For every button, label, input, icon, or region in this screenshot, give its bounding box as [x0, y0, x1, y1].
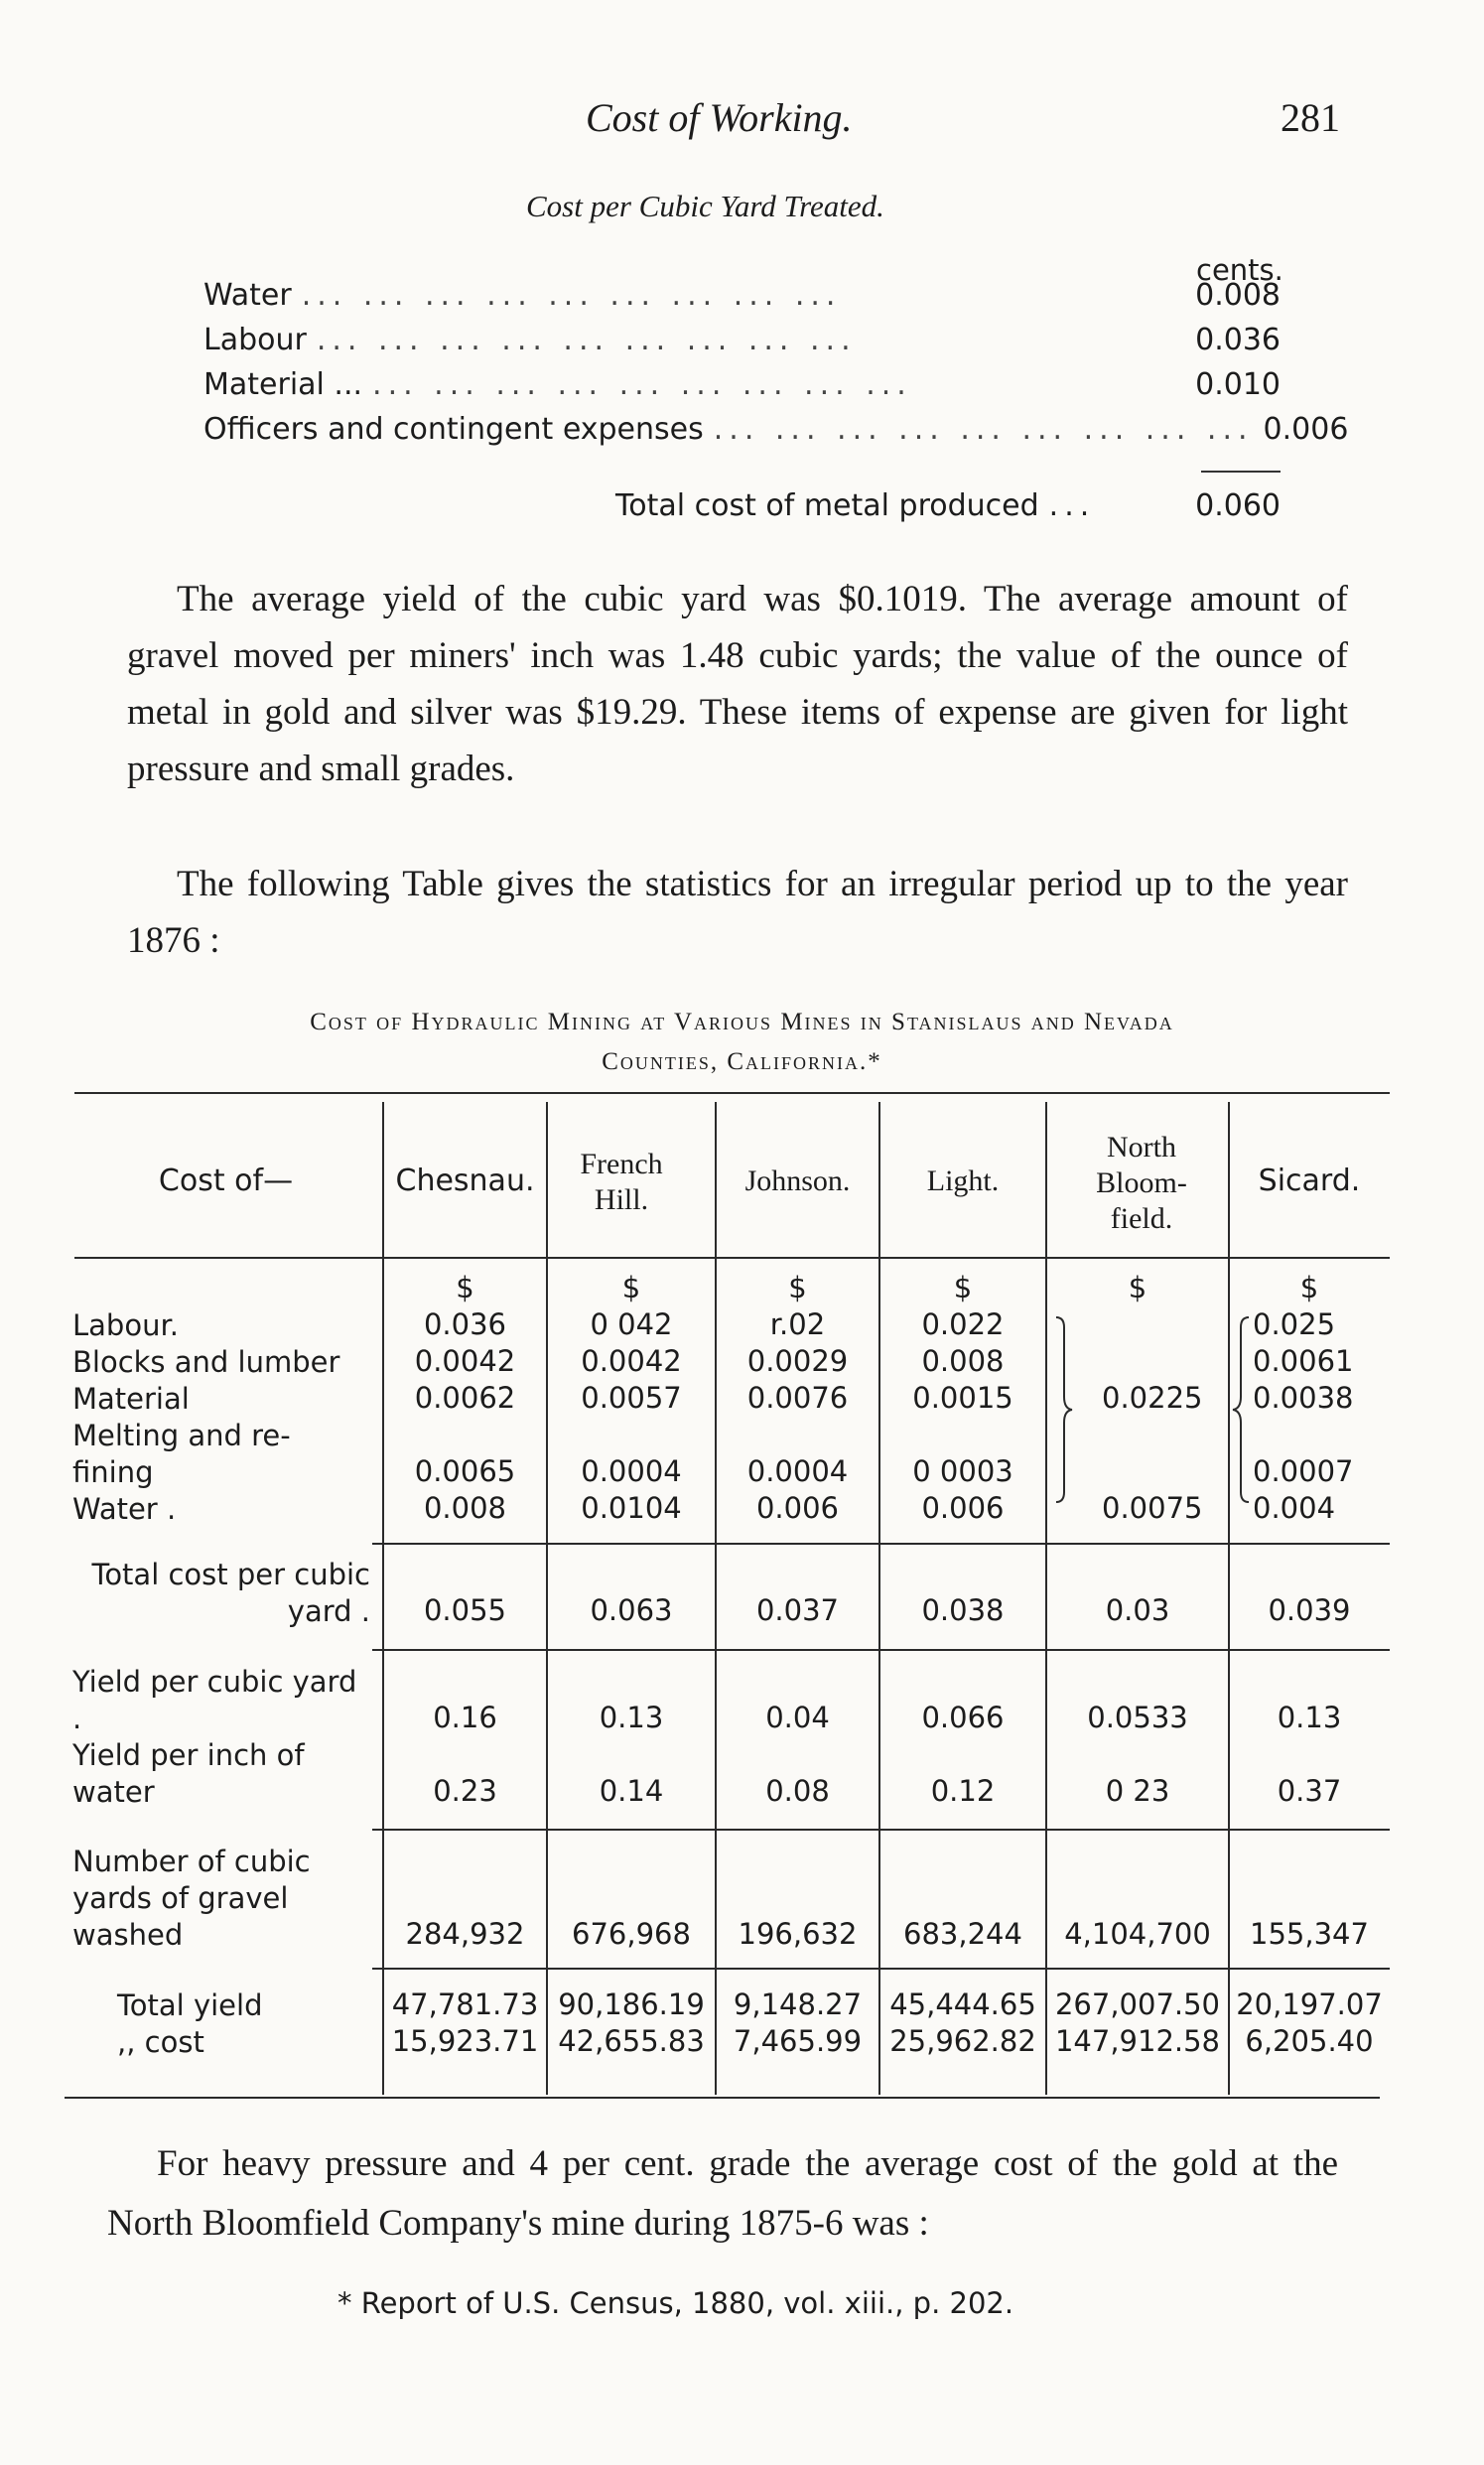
total-yield-cell: 45,444.65: [889, 1987, 1036, 2021]
cost-item-value: 0.036: [1195, 323, 1281, 357]
total-cost-cell: 0.038: [921, 1593, 1005, 1627]
cost-cell: 0.036: [423, 1307, 507, 1341]
row-label-yield-yard: Yield per cubic yard .: [72, 1665, 357, 1735]
footnote: * Report of U.S. Census, 1880, vol. xiii., p. 202.: [337, 2286, 1014, 2320]
cost-item-value: 0.006: [1263, 412, 1349, 447]
cost-cell: 0.022: [921, 1307, 1005, 1341]
currency-sign: $: [953, 1271, 973, 1304]
table-row-rule: [372, 1543, 1390, 1545]
cost-total-value: 0.060: [1195, 488, 1281, 523]
cost-cell: r.02: [769, 1307, 826, 1341]
total-cost-dollars-cell: 6,205.40: [1245, 2024, 1374, 2058]
row-label-total-yield: Total yield: [117, 1988, 263, 2022]
yards-cell: 155,347: [1250, 1917, 1369, 1951]
cents-unit-header: cents.: [1196, 253, 1283, 287]
total-cost-cell: 0.063: [590, 1593, 673, 1627]
row-label-melting: Melting and re-: [72, 1419, 291, 1452]
yield-yard-cell: 0.04: [765, 1701, 830, 1734]
header-north-bloomfield: North Bloom-field.: [1096, 1131, 1187, 1235]
leader-dots: ... ... ... ... ... ... ... ... ...: [713, 412, 1254, 447]
cost-item-label: Material ...: [203, 367, 363, 402]
running-title: Cost of Working.: [586, 95, 853, 140]
yield-yard-cell: 0.13: [599, 1701, 664, 1734]
yards-cell: 683,244: [903, 1917, 1022, 1951]
table-title-line: Counties, California.*: [602, 1048, 882, 1075]
header-cost-of: Cost of—: [158, 1164, 294, 1198]
total-yield-cell: 90,186.19: [558, 1987, 705, 2021]
cost-cell: 0.006: [755, 1491, 840, 1525]
total-yield-cell: 47,781.73: [391, 1987, 539, 2021]
paragraph-heavy-pressure: For heavy pressure and 4 per cent. grade the average cost of the gold at the North Bloomfield Company's mine during 1875-6 was :: [107, 2143, 1338, 2244]
yield-inch-cell: 0.08: [765, 1774, 830, 1808]
yield-yard-cell: 0.0533: [1087, 1701, 1188, 1734]
cost-cell: 0.0075: [1102, 1491, 1203, 1525]
currency-sign: $: [456, 1271, 474, 1304]
currency-sign: $: [1128, 1271, 1147, 1304]
cost-cell: 0.0057: [581, 1381, 682, 1415]
cost-cell: 0.008: [921, 1344, 1005, 1378]
cost-cell: 0.0065: [414, 1454, 516, 1488]
yield-yard-cell: 0.066: [921, 1701, 1005, 1734]
total-cost-cell: 0.055: [423, 1593, 507, 1627]
currency-sign: $: [621, 1271, 641, 1304]
cost-cell: 0 0003: [912, 1454, 1013, 1488]
row-label-total-cost-dollars: ,, cost: [117, 2025, 204, 2059]
cost-cell: 0.0004: [581, 1454, 682, 1488]
cost-item-label: Labour: [203, 323, 307, 357]
cost-cell: 0.0029: [746, 1344, 849, 1378]
row-label-fining: fining: [72, 1455, 154, 1489]
total-cost-dollars-cell: 25,962.82: [889, 2024, 1036, 2058]
yield-yard-cell: 0.13: [1277, 1701, 1342, 1734]
cost-list-title: Cost per Cubic Yard Treated.: [526, 189, 884, 223]
cost-total-row: [615, 488, 1281, 528]
cost-cell: 0 042: [590, 1307, 673, 1341]
paragraph-average-yield: The average yield of the cubic yard was $0.1019. The average amount of gravel moved per miners' inch was 1.48 cubic yards; the value of the ounce of metal in gold and silver was $19.29. These items of expense are given for light pressure and small grades.: [127, 579, 1348, 789]
total-cost-dollars-cell: 42,655.83: [558, 2024, 705, 2058]
leader-dots: ...: [1048, 488, 1096, 523]
cost-cell: 0.0076: [746, 1381, 849, 1415]
total-cost-cell: 0.037: [755, 1593, 840, 1627]
yield-inch-cell: 0 23: [1105, 1774, 1170, 1808]
cost-cell: 0.006: [921, 1491, 1005, 1525]
total-yield-cell: 20,197.07: [1236, 1987, 1383, 2021]
cost-total-label: Total cost of metal produced: [615, 488, 1039, 523]
row-label-water: Water .: [72, 1492, 177, 1526]
row-label-yards-washed: Number of cubic yards of gravel washed: [72, 1845, 311, 1952]
cost-cell: 0.0007: [1253, 1454, 1354, 1488]
cost-cell: 0.025: [1253, 1307, 1336, 1341]
total-cost-dollars-cell: 147,912.58: [1054, 2024, 1221, 2058]
cost-cell: 0.0061: [1253, 1344, 1354, 1378]
yield-inch-cell: 0.37: [1277, 1774, 1342, 1808]
yards-cell: 676,968: [572, 1917, 691, 1951]
cost-cell: 0.0004: [746, 1454, 849, 1488]
table-row-rule: [372, 1968, 1390, 1970]
table-row-rule: [372, 1829, 1390, 1831]
cost-cell: 0.004: [1253, 1491, 1336, 1525]
page-number: 281: [1281, 95, 1340, 140]
header-chesnau: Chesnau.: [395, 1164, 535, 1198]
total-yield-cell: 9,148.27: [733, 1987, 863, 2021]
row-label-total-cost: Total cost per cubic yard .: [91, 1558, 370, 1628]
right-brace: [1054, 1315, 1074, 1504]
cost-item-labour: [203, 323, 1281, 362]
header-johnson: Johnson.: [744, 1164, 851, 1197]
leader-dots: ... ... ... ... ... ... ... ... ...: [372, 367, 912, 402]
cost-cell: 0.0104: [581, 1491, 682, 1525]
yield-inch-cell: 0.12: [930, 1774, 996, 1808]
header-light: Light.: [926, 1164, 1000, 1197]
cost-item-value: 0.008: [1195, 278, 1281, 313]
total-cost-dollars-cell: 7,465.99: [733, 2024, 863, 2058]
table-title-line: Cost of Hydraulic Mining at Various Mines in Stanislaus and Nevada: [310, 1009, 1174, 1035]
cost-cell: 0.008: [423, 1491, 507, 1525]
total-cost-cell: 0.039: [1268, 1593, 1351, 1627]
table-row-rule: [372, 1649, 1390, 1651]
yield-inch-cell: 0.14: [599, 1774, 664, 1808]
sum-rule: [1201, 471, 1281, 473]
cost-item-value: 0.010: [1195, 367, 1281, 402]
row-label-blocks: Blocks and lumber: [72, 1345, 340, 1379]
yards-cell: 196,632: [738, 1917, 858, 1951]
cost-cell: 0.0042: [581, 1344, 682, 1378]
table-top-rule: [74, 1092, 1390, 1094]
header-french-hill: French Hill.: [580, 1148, 663, 1216]
yield-inch-cell: 0.23: [433, 1774, 497, 1808]
cost-cell: 0.0038: [1253, 1381, 1354, 1415]
cost-item-label: Water: [203, 278, 292, 313]
row-label-labour: Labour.: [72, 1308, 179, 1342]
cost-cell: 0.0042: [414, 1344, 516, 1378]
yield-yard-cell: 0.16: [433, 1701, 497, 1734]
leader-dots: ... ... ... ... ... ... ... ... ...: [316, 323, 857, 357]
row-label-yield-inch: Yield per inch of water: [72, 1738, 305, 1809]
paragraph-table-intro: The following Table gives the statistics for an irregular period up to the year 1876 :: [127, 864, 1348, 961]
left-brace: [1231, 1315, 1251, 1504]
cost-cell: 0.0062: [414, 1381, 516, 1415]
yards-cell: 284,932: [405, 1917, 525, 1951]
total-yield-cell: 267,007.50: [1054, 1987, 1221, 2021]
table-bottom-rule: [65, 2097, 1380, 2099]
row-label-material: Material: [72, 1382, 190, 1416]
table-title: [104, 1003, 1380, 1082]
header-sicard: Sicard.: [1258, 1164, 1361, 1198]
cost-cell-bracketed: 0.0225: [1102, 1381, 1203, 1415]
currency-sign: $: [788, 1271, 807, 1304]
currency-sign: $: [1299, 1271, 1319, 1304]
table-header-rule: [74, 1257, 1390, 1259]
cost-item-water: [203, 278, 1281, 318]
yards-cell: 4,104,700: [1064, 1917, 1211, 1951]
cost-cell: 0.0015: [912, 1381, 1013, 1415]
total-cost-dollars-cell: 15,923.71: [391, 2024, 539, 2058]
cost-item-label: Officers and contingent expenses: [203, 412, 704, 447]
total-cost-cell: 0.03: [1105, 1593, 1170, 1627]
cost-item-officers: [203, 412, 1349, 452]
cost-item-material: [203, 367, 1281, 407]
leader-dots: ... ... ... ... ... ... ... ... ...: [301, 278, 842, 313]
